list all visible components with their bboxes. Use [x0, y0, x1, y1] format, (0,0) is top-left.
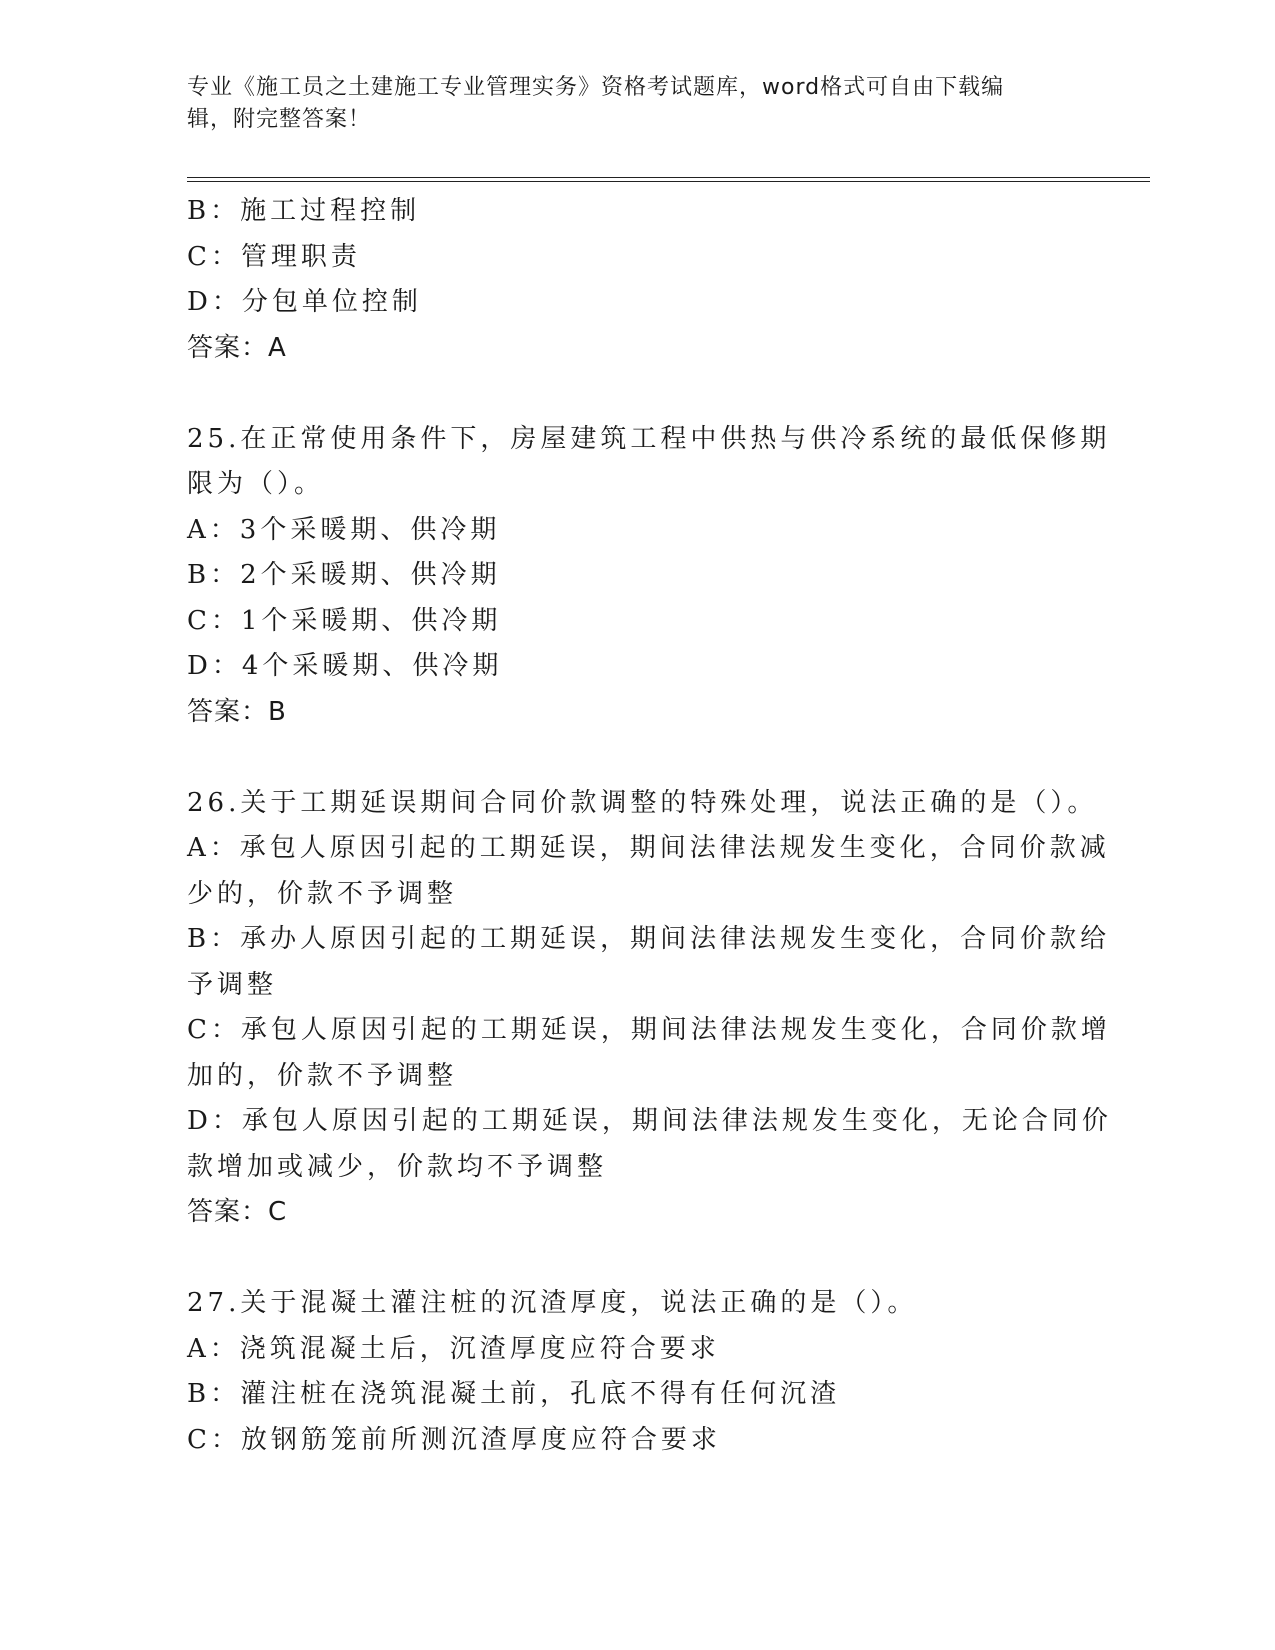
question-26: [187, 781, 1112, 1236]
option-b-continued: 予调整: [187, 969, 278, 1000]
option-c: C：承包人原因引起的工期延误，期间法律法规发生变化，合同价款增: [187, 1015, 1111, 1045]
option-d: D：分包单位控制: [187, 287, 422, 317]
header-title-line-2: 辑，附完整答案！: [187, 107, 372, 132]
answer-line: 答案：C: [187, 1197, 288, 1227]
question-stem-line: 27.关于混凝土灌注桩的沉渣厚度，说法正确的是（）。: [187, 1288, 918, 1318]
option-a-continued: 少的，价款不予调整: [187, 878, 458, 909]
option-c: C：管理职责: [187, 241, 361, 272]
option-b: B：施工过程控制: [187, 196, 421, 226]
option-c: C：1个采暖期、供冷期: [187, 605, 502, 636]
header-divider-top: [187, 177, 1150, 178]
header-divider-bottom: [187, 181, 1150, 182]
header-title-line-1: 专业《施工员之土建施工专业管理实务》资格考试题库，word格式可自由下载编: [187, 75, 1005, 100]
option-d: D：承包人原因引起的工期延误，期间法律法规发生变化，无论合同价: [187, 1106, 1112, 1136]
spacer: [187, 1236, 1087, 1282]
option-d: D：4个采暖期、供冷期: [187, 651, 503, 681]
question-stem-line: 限为（）。: [187, 469, 325, 499]
previous-question-tail: [187, 189, 1087, 371]
answer-line: 答案：B: [187, 696, 287, 727]
option-c-continued: 加的，价款不予调整: [187, 1060, 458, 1091]
option-b: B：承办人原因引起的工期延误，期间法律法规发生变化，合同价款给: [187, 924, 1111, 954]
option-a: A：浇筑混凝土后，沉渣厚度应符合要求: [187, 1333, 720, 1364]
option-d-continued: 款增加或减少，价款均不予调整: [187, 1151, 608, 1182]
question-content: [187, 189, 1112, 1463]
spacer: [187, 735, 1087, 781]
question-25: [187, 417, 1111, 736]
option-c: C：放钢筋笼前所测沉渣厚度应符合要求: [187, 1424, 721, 1455]
spacer: [187, 371, 1087, 417]
document-header: [187, 72, 1067, 136]
option-b: B：2个采暖期、供冷期: [187, 560, 501, 590]
answer-line: 答案：A: [187, 332, 287, 363]
option-a: A：承包人原因引起的工期延误，期间法律法规发生变化，合同价款减: [187, 833, 1110, 863]
question-stem-line: 25.在正常使用条件下，房屋建筑工程中供热与供冷系统的最低保修期: [187, 423, 1111, 454]
option-b: B：灌注桩在浇筑混凝土前，孔底不得有任何沉渣: [187, 1379, 841, 1409]
option-a: A：3个采暖期、供冷期: [187, 514, 501, 545]
question-stem-line: 26.关于工期延误期间合同价款调整的特殊处理，说法正确的是（）。: [187, 787, 1098, 818]
question-27: [187, 1281, 1087, 1463]
